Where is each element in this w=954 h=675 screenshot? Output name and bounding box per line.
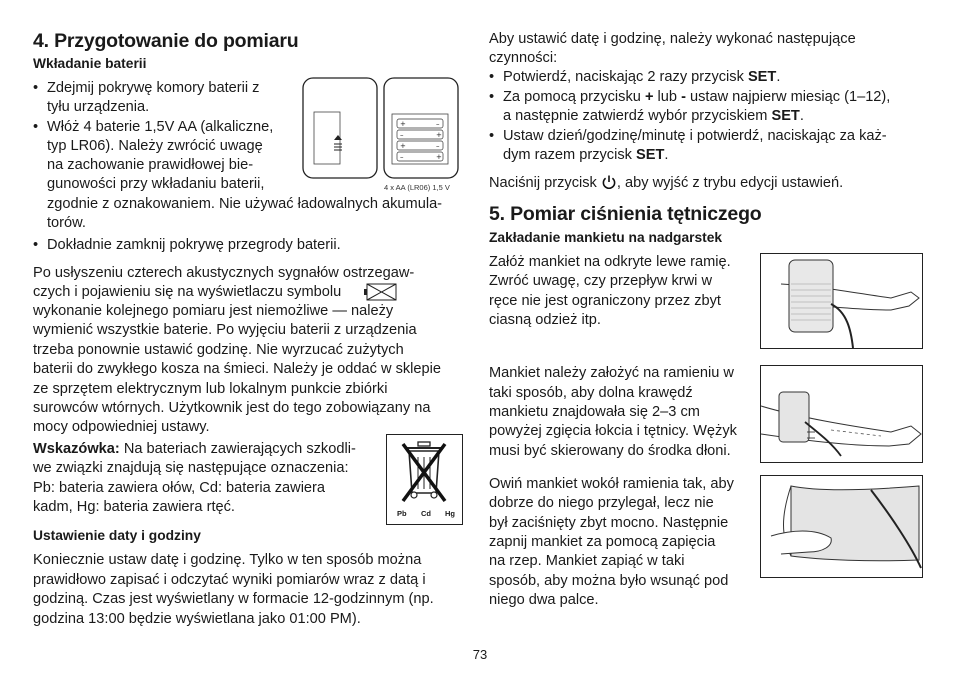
paragraph-line: godzina 13:00 będzie wyświetlana jako 01:00 PM). — [33, 611, 361, 627]
bullet-line — [503, 107, 804, 126]
text: Potwierdź, naciskając 2 razy przycisk — [503, 69, 748, 85]
paragraph-line: niego dwa palce. — [489, 592, 599, 608]
paragraph-line: ciasną odzież itp. — [489, 312, 601, 328]
paragraph-line: Mankiet należy założyć na ramieniu w — [489, 365, 734, 381]
paragraph-line: godziną. Czas jest wyświetlany w formacie 12-godzinnym (np. — [33, 591, 434, 607]
bullet-line: zgodnie z oznakowaniem. Nie używać ładowalnych akumula- — [47, 196, 443, 212]
bin-label-pb: Pb — [397, 509, 407, 518]
battery-device-illustration — [300, 74, 462, 184]
set-key-label: SET — [771, 108, 800, 124]
text: . — [799, 108, 804, 124]
battery-subheading: Wkładanie baterii — [33, 56, 147, 71]
set-key-label: SET — [635, 147, 665, 163]
tip-label: Wskazówka: — [33, 441, 120, 457]
power-icon — [601, 174, 617, 196]
paragraph-line: powyżej zgięcia łokcia i tętnicy. Wężyk — [489, 423, 737, 439]
bin-label-cd: Cd — [421, 509, 431, 518]
paragraph-line: surowców wtórnych. Użytkownik jest do tego zobowiązany na — [33, 400, 431, 416]
text: dym razem przycisk — [503, 147, 636, 163]
svg-text:+: + — [436, 131, 442, 139]
text: . — [664, 147, 669, 163]
paragraph-line: Aby ustawić datę i godzinę, należy wykonać następujące — [489, 31, 856, 47]
paragraph-line: musi być skierowany do środka dłoni. — [489, 443, 731, 459]
battery-compartment-figure — [300, 74, 462, 196]
paragraph-line: dobrze do niego przylegał, lecz nie — [489, 495, 714, 511]
cuff-wrap-figure — [760, 475, 923, 578]
crossed-bin-figure — [386, 434, 463, 525]
svg-text:–: – — [400, 153, 404, 161]
paragraph-line: trzeba ponownie ustawić godzinę. Nie wyrzucać zużytych — [33, 342, 404, 358]
crossed-bin-icon — [387, 435, 462, 509]
text: a następnie zatwierdź wybór przyciskiem — [503, 108, 772, 124]
svg-text:+: + — [400, 120, 406, 128]
paragraph-line: prawidłowo zapisać i odczytać wyniki pomiarów wraz z datą i — [33, 572, 426, 588]
paragraph-line: Pb: bateria zawiera ołów, Cd: bateria zawiera — [33, 480, 326, 496]
paragraph-line: taki sposób, aby dolna krawędź — [489, 385, 693, 401]
paragraph-line: sposób, aby można było wsunąć pod — [489, 573, 729, 589]
tip-first-line — [33, 440, 356, 459]
paragraph-line: Koniecznie ustaw datę i godzinę. Tylko w ten sposób można — [33, 552, 422, 568]
paragraph-line: na rzep. Mankiet zapiąć w taki — [489, 553, 685, 569]
paragraph-line: zapnij mankiet za pomocą zapięcia — [489, 534, 716, 550]
bullet-line — [503, 146, 668, 165]
paragraph-line: Zwróć uwagę, czy przepływ krwi w — [489, 273, 713, 289]
plus-key-label: + — [644, 89, 654, 105]
paragraph-line: czych i pojawieniu się na wyświetlaczu symbolu — [33, 284, 342, 300]
paragraph-line: czynności: — [489, 50, 558, 66]
paragraph-line: wymienić wszystkie baterie. Po wyjęciu baterii z urządzenia — [33, 322, 417, 338]
bullet-line — [503, 68, 780, 87]
paragraph-line: mocy odpowiedniej ustawy. — [33, 419, 210, 435]
text: , aby wyjść z trybu edycji ustawień. — [616, 175, 844, 191]
paragraph-line: ze sprzętem elektrycznym lub lokalnym punkcie zbiórki — [33, 381, 388, 397]
text: Naciśnij przycisk — [489, 175, 601, 191]
bullet-line: tyłu urządzenia. — [47, 99, 150, 115]
paragraph-line: Załóż mankiet na odkryte lewe ramię. — [489, 254, 731, 270]
bullet-line: na zachowanie prawidłowej bie- — [47, 157, 254, 173]
text: . — [776, 69, 781, 85]
paragraph-line: kadm, Hg: bateria zawiera rtęć. — [33, 499, 235, 515]
section-4-heading: 4. Przygotowanie do pomiaru — [33, 30, 299, 52]
section-5-heading: 5. Pomiar ciśnienia tętniczego — [489, 203, 762, 225]
paragraph-line: ręce nie jest ograniczony przez zbyt — [489, 293, 721, 309]
battery-figure-caption: 4 x AA (LR06) 1,5 V — [384, 183, 450, 192]
svg-text:+: + — [400, 142, 406, 150]
bullet-line: Zdejmij pokrywę komory baterii z — [47, 80, 260, 96]
text: ustaw najpierw miesiąc (1–12), — [685, 89, 891, 105]
bullet-line — [503, 88, 890, 107]
bullet-line: torów. — [47, 215, 86, 231]
cuff-subheading: Zakładanie mankietu na nadgarstek — [489, 230, 723, 245]
paragraph-line: Po usłyszeniu czterech akustycznych sygnałów ostrzegaw- — [33, 265, 415, 281]
cuff-on-arm-illustration — [761, 254, 922, 348]
bullet-line: gunowości przy wkładaniu baterii, — [47, 176, 265, 192]
text: lub — [653, 89, 682, 105]
paragraph-line: we związki znajdują się następujące oznaczenia: — [33, 460, 349, 476]
text: Za pomocą przycisku — [503, 89, 645, 105]
svg-text:+: + — [436, 153, 442, 161]
date-time-subheading: Ustawienie daty i godziny — [33, 528, 201, 543]
svg-text:–: – — [400, 131, 404, 139]
paragraph-line: Owiń mankiet wokół ramienia tak, aby — [489, 476, 734, 492]
bullet-line: Ustaw dzień/godzinę/minutę i potwierdź, naciskając za każ- — [503, 128, 887, 144]
minus-key-label: - — [681, 89, 686, 105]
set-key-label: SET — [747, 69, 777, 85]
bin-label-hg: Hg — [445, 509, 455, 518]
bullet-line: typ LR06). Należy zwrócić uwagę — [47, 138, 263, 154]
paragraph-line: baterii do zwykłego kosza na śmieci. Należy je oddać w sklepie — [33, 361, 442, 377]
bullet-line: Włóż 4 baterie 1,5V AA (alkaliczne, — [47, 119, 274, 135]
svg-text:–: – — [436, 120, 440, 128]
page-number: 73 — [472, 647, 488, 662]
cuff-wrap-illustration — [761, 476, 922, 577]
tip-text: Na bateriach zawierających szkodli- — [119, 441, 356, 457]
bullet-line: Dokładnie zamknij pokrywę przegrody baterii. — [47, 237, 341, 253]
exit-instruction — [489, 174, 843, 196]
cuff-on-arm-figure — [760, 253, 923, 349]
svg-text:–: – — [436, 142, 440, 150]
paragraph-line: mankietu znajdowała się 2–3 cm — [489, 404, 700, 420]
cuff-position-figure — [760, 365, 923, 463]
paragraph-line: wykonanie kolejnego pomiaru jest niemożliwe — należy — [33, 303, 394, 319]
cuff-position-illustration — [761, 366, 922, 462]
paragraph-line: był zaciśnięty zbyt mocno. Następnie — [489, 515, 729, 531]
